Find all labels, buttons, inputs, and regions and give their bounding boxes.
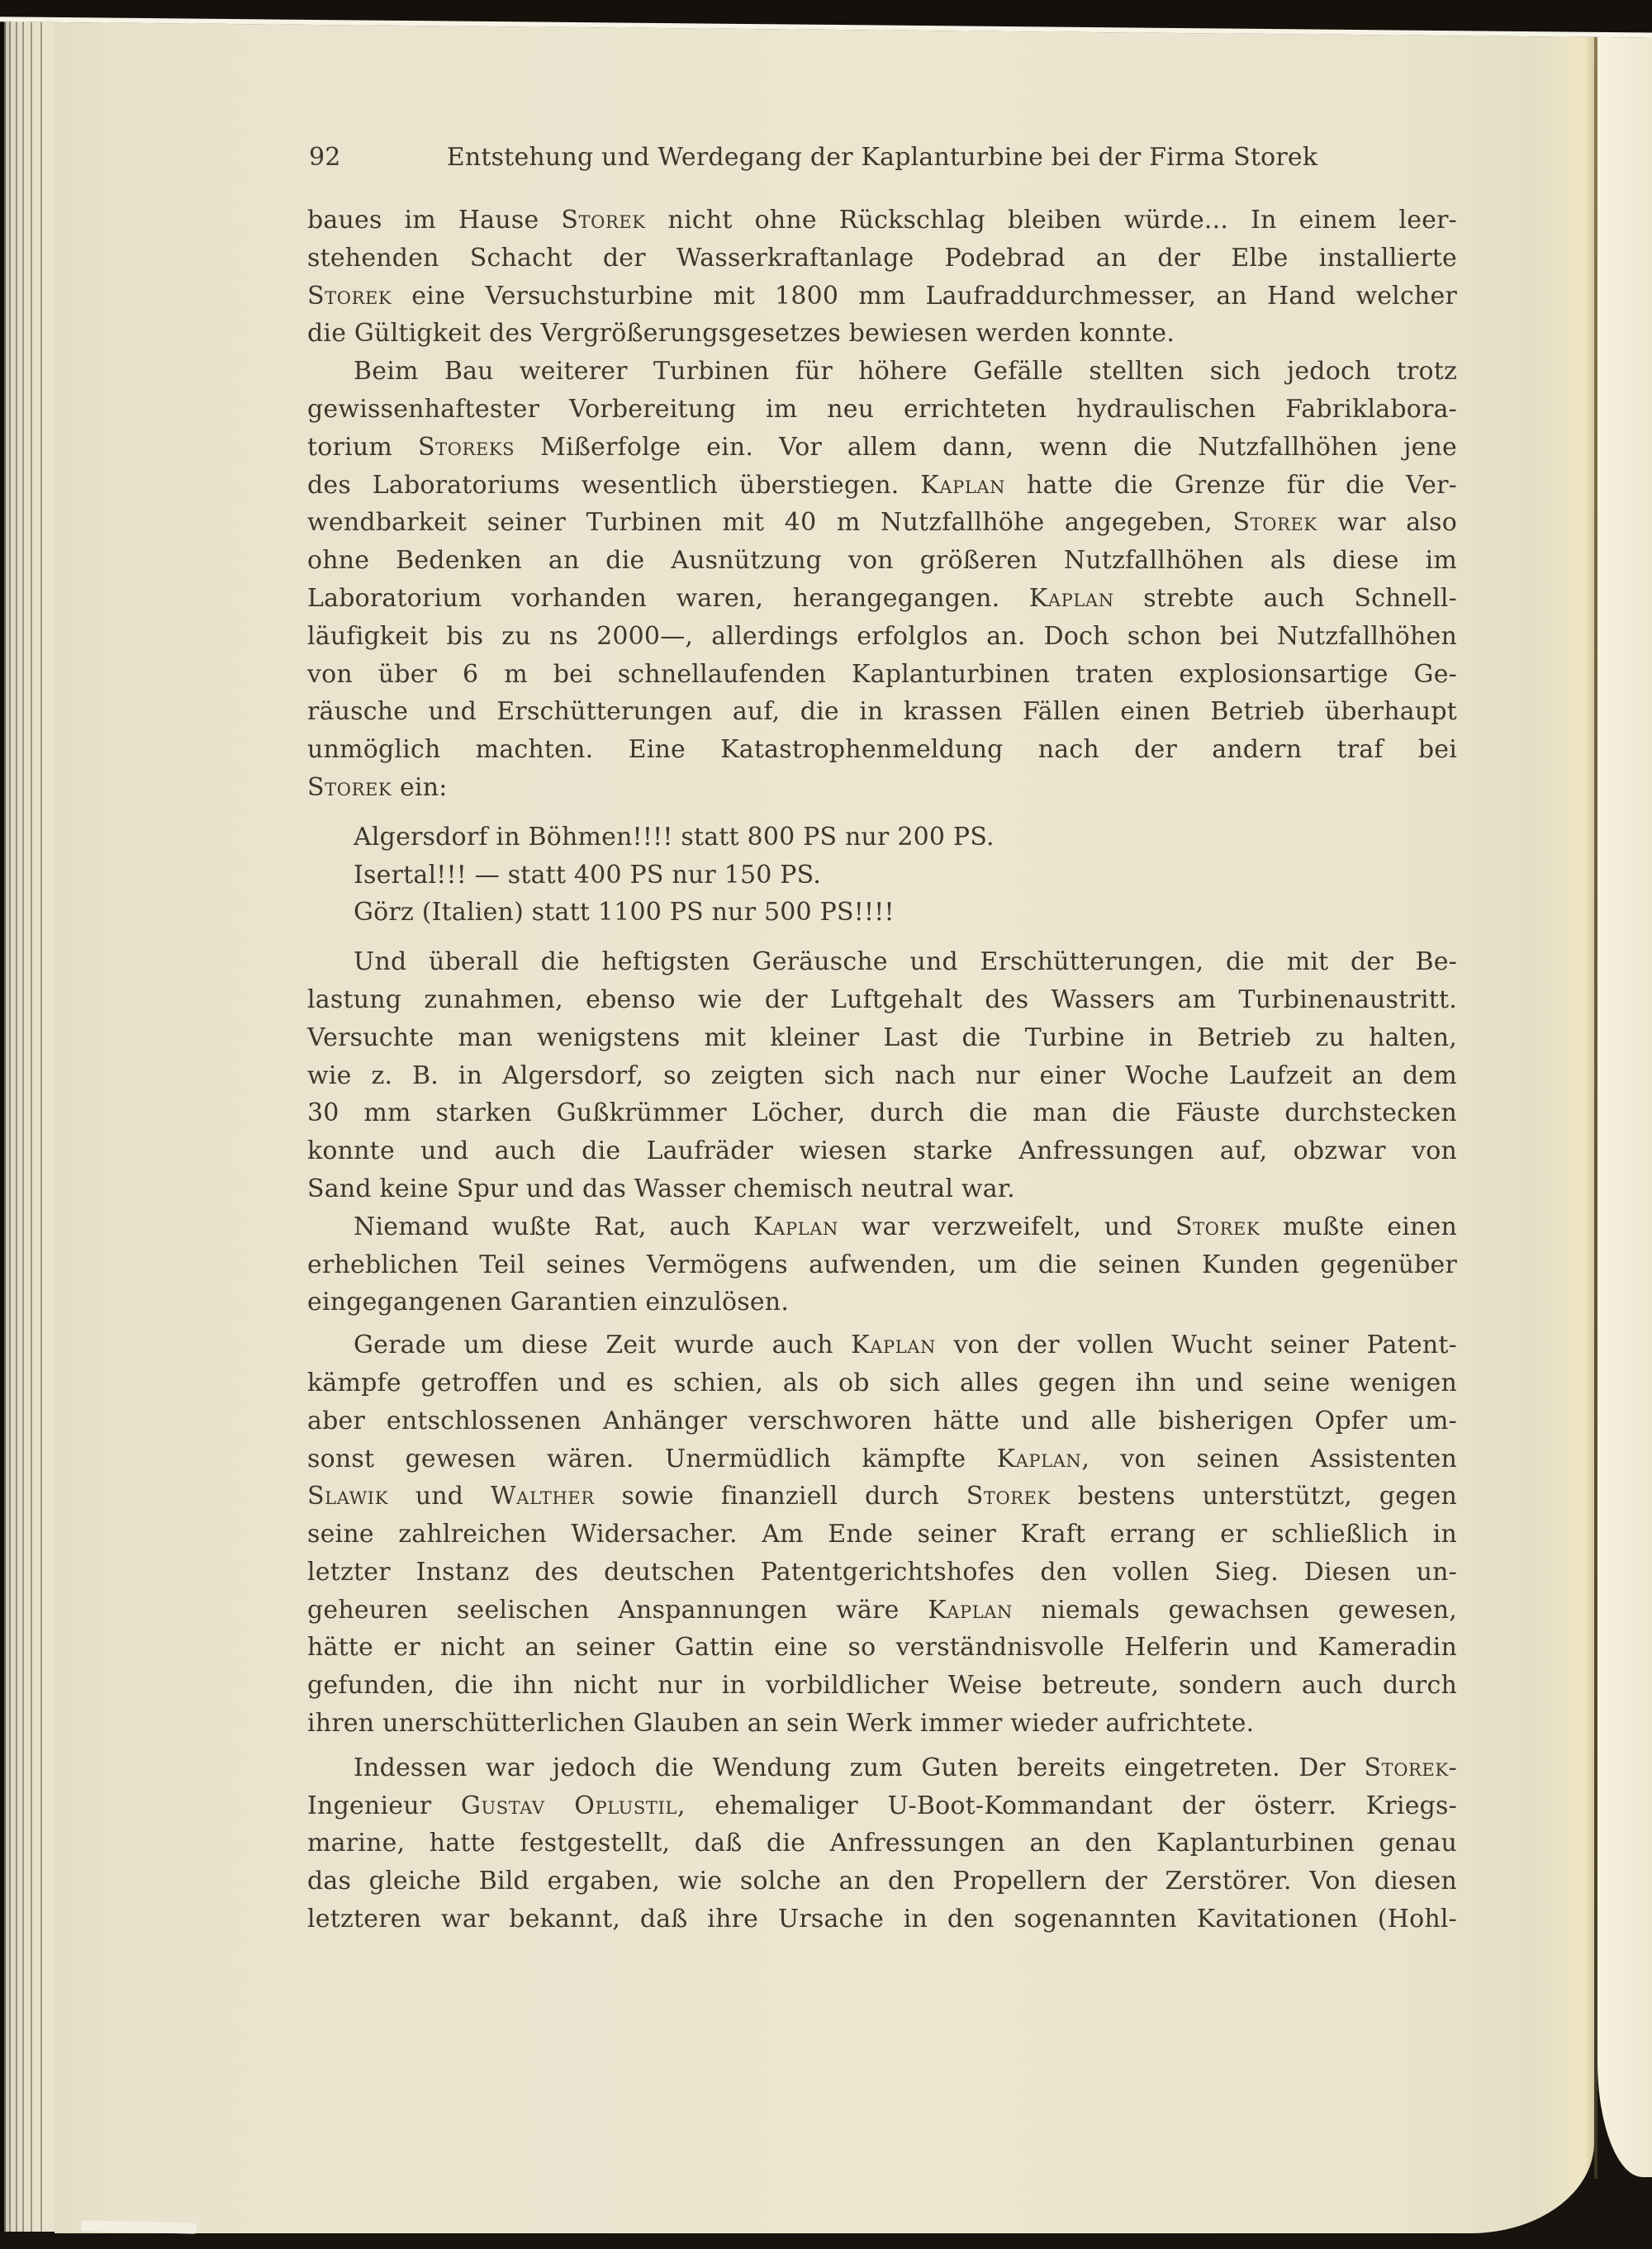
text-line: 30 mm starken Gußkrümmer Löcher, durch die man die Fäuste durchstecken	[307, 1098, 1457, 1128]
text-line: das gleiche Bild ergaben, wie solche an den Propellern der Zerstörer. Von diesen	[307, 1867, 1457, 1896]
text-line: konnte und auch die Laufräder wiesen starke Anfressungen auf, obzwar von	[307, 1136, 1457, 1166]
text-line: räusche und Erschütterungen auf, die in krassen Fällen einen Betrieb überhaupt	[307, 697, 1457, 727]
text-line: Gerade um diese Zeit wurde auch Kaplan von der vollen Wucht seiner Patent-	[354, 1331, 1457, 1360]
text-line: geheuren seelischen Anspannungen wäre Kaplan niemals gewachsen gewesen,	[307, 1595, 1457, 1625]
text-line: Ingenieur Gustav Oplustil, ehemaliger U-Boot-Kommandant der österr. Kriegs-	[307, 1791, 1457, 1820]
text-line: von über 6 m bei schnellaufenden Kaplanturbinen traten explosionsartige Ge-	[307, 659, 1457, 689]
text-line: Slawik und Walther sowie finanziell durch Storek bestens unterstützt, gegen	[307, 1482, 1457, 1511]
text-line: letzteren war bekannt, daß ihre Ursache in den sogenannten Kavitationen (Hohl-	[307, 1905, 1457, 1934]
text-line: sonst gewesen wären. Unermüdlich kämpfte Kaplan, von seinen Assistenten	[307, 1444, 1458, 1473]
running-title: Entstehung und Werdegang der Kaplanturbine bei der Firma Storek	[446, 143, 1318, 172]
text-line: baues im Hause Storek nicht ohne Rückschlag bleiben würde... In einem leer-	[307, 206, 1457, 235]
text-line: gewissenhaftester Vorbereitung im neu errichteten hydraulischen Fabriklabora-	[307, 394, 1457, 424]
text-line: Storek eine Versuchsturbine mit 1800 mm Laufraddurchmesser, an Hand welcher	[307, 281, 1457, 311]
text-block	[307, 139, 1457, 1938]
text-line: letzter Instanz des deutschen Patentgerichtshofes den vollen Sieg. Diesen un-	[307, 1557, 1457, 1587]
text-line: marine, hatte festgestellt, daß die Anfressungen an den Kaplanturbinen genau	[307, 1829, 1457, 1858]
text-line: Niemand wußte Rat, auch Kaplan war verzweifelt, und Storek mußte einen	[354, 1212, 1458, 1241]
paragraphs-container	[307, 202, 1457, 1938]
text-line: Isertal!!! — statt 400 PS nur 150 PS.	[354, 860, 822, 890]
text-line: erheblichen Teil seines Vermögens aufwenden, um die seinen Kunden gegenüber	[307, 1250, 1457, 1279]
text-line: hätte er nicht an seiner Gattin eine so verständnisvolle Helferin und Kameradin	[307, 1633, 1457, 1663]
text-line: ohne Bedenken an die Ausnützung von größeren Nutzfallhöhen als diese im	[307, 546, 1457, 576]
text-line: seine zahlreichen Widersacher. Am Ende seiner Kraft errang er schließlich in	[307, 1520, 1457, 1549]
paragraph	[307, 1326, 1457, 1743]
text-line: Laboratorium vorhanden waren, herangegangen. Kaplan strebte auch Schnell-	[307, 583, 1457, 613]
text-line: stehenden Schacht der Wasserkraftanlage Podebrad an der Elbe installierte	[307, 243, 1457, 273]
paragraph	[307, 353, 1457, 807]
page-number: 92	[309, 143, 341, 172]
text-line: Versuchte man wenigstens mit kleiner Last die Turbine in Betrieb zu halten,	[307, 1022, 1457, 1052]
text-line: lastung zunahmen, ebenso wie der Luftgehalt des Wassers am Turbinenaustritt.	[307, 985, 1457, 1014]
text-line: Beim Bau weiterer Turbinen für höhere Gefälle stellten sich jedoch trotz	[354, 357, 1457, 387]
page-edges-left	[0, 12, 55, 2232]
text-line: kämpfe getroffen und es schien, als ob sich alles gegen ihn und seine wenigen	[307, 1368, 1457, 1397]
text-line: unmöglich machten. Eine Katastrophenmeldung nach der andern traf bei	[307, 735, 1457, 765]
text-line: Sand keine Spur und das Wasser chemisch neutral war.	[307, 1174, 1015, 1203]
text-line: des Laboratoriums wesentlich überstiegen. Kaplan hatte die Grenze für die Ver-	[307, 470, 1458, 500]
text-line: Und überall die heftigsten Geräusche und Erschütterungen, die mit der Be-	[354, 947, 1457, 977]
text-line: Storek ein:	[307, 772, 448, 802]
text-line: eingegangenen Garantien einzulösen.	[307, 1288, 790, 1317]
text-line: läufigkeit bis zu ns 2000—, allerdings erfolglos an. Doch schon bei Nutzfallhöhen	[307, 621, 1457, 651]
next-page-edge	[1597, 36, 1652, 2177]
paragraph	[307, 943, 1457, 1208]
text-line: wendbarkeit seiner Turbinen mit 40 m Nutzfallhöhe angegeben, Storek war also	[307, 508, 1458, 538]
text-line: gefunden, die ihn nicht nur in vorbildlicher Weise betreute, sondern auch durch	[307, 1671, 1457, 1701]
text-line: Indessen war jedoch die Wendung zum Guten bereits eingetreten. Der Storek-	[354, 1753, 1457, 1782]
paragraph	[307, 1749, 1457, 1938]
text-line: ihren unerschütterlichen Glauben an sein Werk immer wieder aufrichtete.	[307, 1709, 1255, 1739]
text-line: wie z. B. in Algersdorf, so zeigten sich nach nur einer Woche Laufzeit an dem	[307, 1060, 1457, 1090]
page-header	[307, 139, 1457, 177]
paragraph	[307, 1208, 1457, 1321]
exclamation-list	[307, 818, 1457, 932]
text-line: torium Storeks Mißerfolge ein. Vor allem dann, wenn die Nutzfallhöhen jene	[307, 432, 1458, 462]
text-line: Görz (Italien) statt 1100 PS nur 500 PS!!!!	[354, 898, 895, 928]
text-line: aber entschlossenen Anhänger verschworen hätte und alle bisherigen Opfer um-	[307, 1406, 1457, 1435]
text-line: Algersdorf in Böhmen!!!! statt 800 PS nur 200 PS.	[354, 822, 995, 852]
text-line: die Gültigkeit des Vergrößerungsgesetzes bewiesen werden konnte.	[307, 319, 1175, 349]
page-gutter	[1594, 35, 1597, 2179]
paragraph	[307, 202, 1457, 353]
